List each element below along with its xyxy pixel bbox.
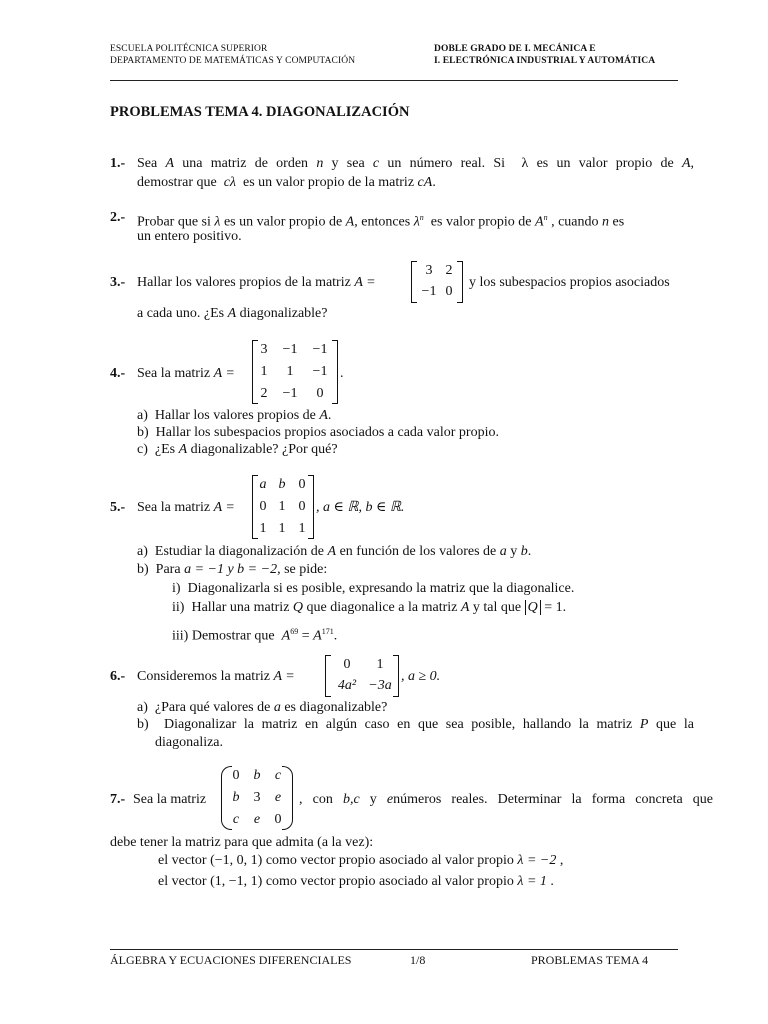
matrix-cell: b bbox=[253, 768, 261, 783]
footer-left: ÁLGEBRA Y ECUACIONES DIFERENCIALES bbox=[110, 953, 352, 967]
matrix-cell: 1 bbox=[259, 521, 267, 536]
problem-7-text: Sea la matriz bbox=[133, 792, 207, 807]
problem-6-matrix bbox=[325, 655, 399, 697]
matrix-cell: 0 bbox=[298, 499, 306, 514]
matrix-cell: b bbox=[278, 477, 286, 492]
header-left-line2: DEPARTAMENTO DE MATEMÁTICAS Y COMPUTACIÓN bbox=[110, 56, 356, 66]
matrix-cell: −1 bbox=[312, 342, 328, 357]
problem-7-text-after: , con b,c y enúmeros reales. Determinar la forma concreta que bbox=[299, 792, 713, 807]
problem-5-item-a: a) Estudiar la diagonalización de A en función de los valores de a y b. bbox=[137, 544, 532, 559]
problem-6-item-b-line1: b) Diagonalizar la matriz en algún caso en que sea posible, hallando la matriz P que la bbox=[137, 717, 695, 732]
matrix-cell: b bbox=[232, 790, 240, 805]
header-right-line2: I. ELECTRÓNICA INDUSTRIAL Y AUTOMÁTICA bbox=[434, 56, 656, 66]
matrix-cell: a bbox=[259, 477, 267, 492]
problem-4-item-c: c) ¿Es A diagonalizable? ¿Por qué? bbox=[137, 442, 338, 457]
matrix-cell: e bbox=[274, 790, 282, 805]
problem-6-number: 6.- bbox=[110, 669, 126, 684]
page-title: PROBLEMAS TEMA 4. DIAGONALIZACIÓN bbox=[110, 104, 410, 120]
problem-7-number: 7.- bbox=[110, 792, 126, 807]
problem-2-line1: Probar que si λ es un valor propio de A, entonces $\lambda^n$ es valor propio de $A^n$ , cuando n es bbox=[137, 213, 625, 230]
matrix-cell: 0 bbox=[343, 657, 351, 672]
problem-5-sub-iii: iii) Demostrar que $A^{69} = A^{171}$. bbox=[172, 627, 338, 644]
matrix-cell: 1 bbox=[278, 521, 286, 536]
problem-3-matrix bbox=[411, 261, 463, 303]
problem-1-line2: demostrar que cλ es un valor propio de la matriz cA. bbox=[137, 175, 436, 190]
matrix-cell: 0 bbox=[445, 284, 453, 299]
problem-7-line2: debe tener la matriz para que admita (a la vez): bbox=[110, 835, 374, 850]
matrix-cell: 3 bbox=[253, 790, 261, 805]
matrix-cell: 1 bbox=[260, 364, 268, 379]
matrix-cell: −1 bbox=[312, 364, 328, 379]
matrix-cell: −1 bbox=[282, 386, 298, 401]
matrix-cell: −1 bbox=[421, 284, 437, 299]
matrix-cell: c bbox=[232, 812, 240, 827]
problem-5-sub-i: i) Diagonalizarla si es posible, expresando la matriz que la diagonalice. bbox=[172, 581, 575, 596]
matrix-cell: 0 bbox=[316, 386, 324, 401]
problem-5-matrix bbox=[252, 475, 314, 539]
matrix-cell: 2 bbox=[260, 386, 268, 401]
problem-7-matrix bbox=[221, 766, 293, 830]
problem-7-vector-2: el vector (1, −1, 1) como vector propio asociado al valor propio λ = 1 . bbox=[158, 874, 554, 889]
matrix-cell: c bbox=[274, 768, 282, 783]
problem-5-item-b: b) Para a = −1 y b = −2, se pide: bbox=[137, 562, 328, 577]
matrix-cell: 0 bbox=[298, 477, 306, 492]
problem-6-item-b-line2: diagonaliza. bbox=[155, 735, 224, 750]
matrix-cell: 4a² bbox=[337, 678, 357, 693]
matrix-cell: 1 bbox=[278, 499, 286, 514]
matrix-cell: −3a bbox=[368, 678, 392, 693]
matrix-cell: 3 bbox=[260, 342, 268, 357]
matrix-cell: 1 bbox=[286, 364, 294, 379]
problem-7-vector-1: el vector (−1, 0, 1) como vector propio asociado al valor propio λ = −2 , bbox=[158, 853, 564, 868]
problem-2-number: 2.- bbox=[110, 210, 126, 225]
matrix-cell: −1 bbox=[282, 342, 298, 357]
problem-2-line2: un entero positivo. bbox=[137, 229, 242, 244]
problem-4-item-a: a) Hallar los valores propios de A. bbox=[137, 408, 332, 423]
problem-6-item-a: a) ¿Para qué valores de a es diagonalizable? bbox=[137, 700, 388, 715]
matrix-cell: 2 bbox=[445, 263, 453, 278]
problem-5-number: 5.- bbox=[110, 500, 126, 515]
problem-3-number: 3.- bbox=[110, 275, 126, 290]
matrix-cell: e bbox=[253, 812, 261, 827]
footer-page-number: 1/8 bbox=[410, 953, 426, 967]
problem-5-text: Sea la matriz A = bbox=[137, 500, 235, 515]
header-rule bbox=[110, 80, 678, 81]
problem-3-line2: a cada uno. ¿Es A diagonalizable? bbox=[137, 306, 328, 321]
problem-4-item-b: b) Hallar los subespacios propios asociados a cada valor propio. bbox=[137, 425, 499, 440]
problem-1-number: 1.- bbox=[110, 156, 126, 171]
problem-4-dot: . bbox=[340, 366, 344, 381]
matrix-cell: 0 bbox=[259, 499, 267, 514]
problem-4-number: 4.- bbox=[110, 366, 126, 381]
problem-6-condition: , a ≥ 0. bbox=[401, 669, 441, 684]
matrix-cell: 1 bbox=[298, 521, 306, 536]
problem-6-text: Consideremos la matriz A = bbox=[137, 669, 295, 684]
problem-3-text: Hallar los valores propios de la matriz A = bbox=[137, 275, 376, 290]
matrix-cell: 1 bbox=[376, 657, 384, 672]
matrix-cell: 0 bbox=[232, 768, 240, 783]
problem-4-text: Sea la matriz A = bbox=[137, 366, 235, 381]
matrix-cell: 3 bbox=[425, 263, 433, 278]
header-left-line1: ESCUELA POLITÉCNICA SUPERIOR bbox=[110, 44, 268, 54]
problem-4-matrix bbox=[252, 340, 338, 404]
problem-1-line1: Sea A una matriz de orden n y sea c un número real. Si λ es un valor propio de A, bbox=[137, 156, 695, 171]
problem-5-condition: , a ∈ ℝ, b ∈ ℝ. bbox=[316, 500, 405, 515]
matrix-cell: 0 bbox=[274, 812, 282, 827]
header-right-line1: DOBLE GRADO DE I. MECÁNICA E bbox=[434, 44, 596, 54]
problem-3-text-after: y los subespacios propios asociados bbox=[469, 275, 670, 290]
problem-5-sub-ii: ii) Hallar una matriz Q que diagonalice a la matriz A y tal que Q = 1. bbox=[172, 600, 567, 615]
footer-right: PROBLEMAS TEMA 4 bbox=[531, 953, 649, 967]
footer-rule bbox=[110, 949, 678, 950]
